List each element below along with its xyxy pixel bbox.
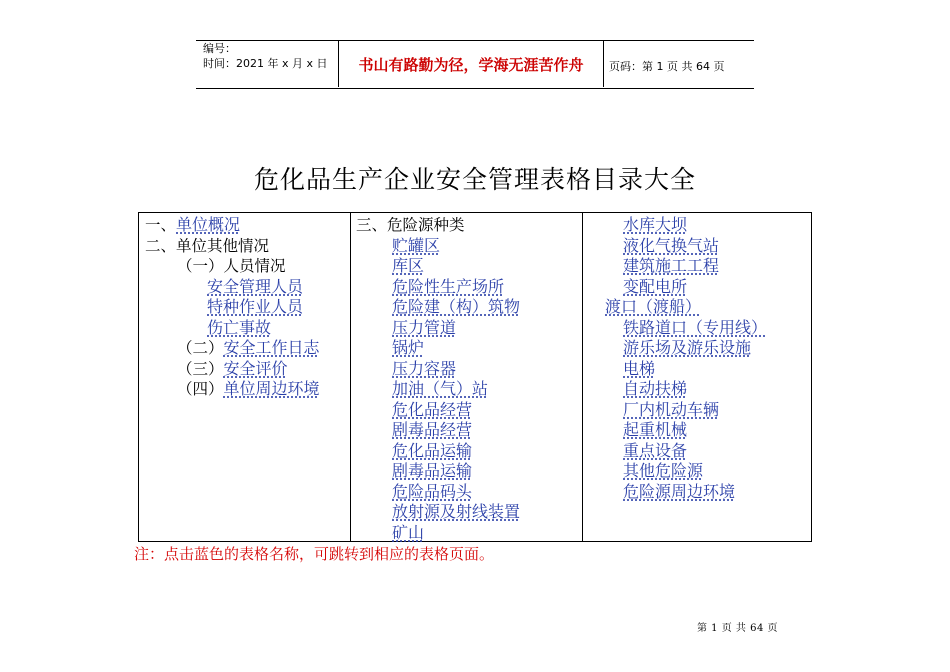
toc-heading: 危险源种类 xyxy=(387,216,465,234)
toc-item-number: 三、 xyxy=(356,216,388,234)
toc-item-number: 一、 xyxy=(145,216,177,234)
toc-link[interactable]: 危化品运输 xyxy=(392,440,473,460)
toc-column-2 xyxy=(356,215,520,543)
toc-link[interactable]: 厂内机动车辆 xyxy=(623,399,720,419)
toc-item[interactable] xyxy=(356,277,520,298)
toc-link[interactable]: 放射源及射线装置 xyxy=(392,502,521,521)
toc-link[interactable]: 库区 xyxy=(392,256,425,275)
toc-item[interactable] xyxy=(605,215,767,236)
toc-link[interactable]: 建筑施工工程 xyxy=(623,256,720,275)
toc-link[interactable]: 危化品经营 xyxy=(392,399,473,419)
toc-table xyxy=(138,212,812,542)
toc-item[interactable] xyxy=(356,297,520,318)
column-divider-1 xyxy=(350,213,351,541)
toc-item[interactable] xyxy=(605,256,767,277)
toc-link[interactable]: 安全评价 xyxy=(223,358,288,378)
toc-item-number: 二、 xyxy=(145,236,177,255)
toc-item[interactable] xyxy=(605,338,767,359)
toc-item[interactable] xyxy=(356,461,520,482)
toc-link[interactable]: 危险建（构）筑物 xyxy=(392,297,521,316)
toc-item[interactable] xyxy=(605,441,767,462)
document-title: 危化品生产企业安全管理表格目录大全 xyxy=(253,165,696,194)
header-motto: 书山有路勤为径，学海无涯苦作舟 xyxy=(338,41,604,87)
toc-link[interactable]: 矿山 xyxy=(392,522,425,542)
toc-item[interactable] xyxy=(145,379,320,400)
toc-item[interactable] xyxy=(145,338,320,359)
toc-item[interactable] xyxy=(605,297,767,318)
toc-link[interactable]: 安全管理人员 xyxy=(207,276,304,296)
toc-item[interactable] xyxy=(605,359,767,380)
toc-item[interactable] xyxy=(605,318,767,339)
toc-heading: 单位其他情况 xyxy=(176,236,270,255)
toc-item[interactable] xyxy=(605,461,767,482)
toc-link[interactable]: 危险性生产场所 xyxy=(392,276,505,296)
toc-link[interactable]: 加油（气）站 xyxy=(392,379,489,398)
toc-item[interactable] xyxy=(145,297,320,318)
toc-item-number: （一） xyxy=(177,257,224,275)
toc-item[interactable] xyxy=(605,277,767,298)
toc-link[interactable]: 危险源周边环境 xyxy=(623,481,736,501)
toc-item[interactable] xyxy=(356,379,520,400)
toc-item[interactable] xyxy=(356,256,520,277)
toc-item[interactable] xyxy=(145,318,320,339)
serial-label: 编号： xyxy=(203,42,236,55)
column-divider-2 xyxy=(582,213,583,541)
toc-item[interactable] xyxy=(356,502,520,523)
toc-link[interactable]: 起重机械 xyxy=(623,420,688,439)
toc-column-1 xyxy=(145,215,320,400)
toc-link[interactable]: 单位周边环境 xyxy=(223,379,320,398)
toc-link[interactable]: 压力容器 xyxy=(392,358,457,378)
toc-link[interactable]: 贮罐区 xyxy=(392,235,441,255)
toc-item xyxy=(356,215,520,236)
toc-link[interactable]: 重点设备 xyxy=(623,440,688,460)
toc-link[interactable]: 液化气换气站 xyxy=(623,235,720,255)
toc-link[interactable]: 单位概况 xyxy=(176,215,241,234)
toc-link[interactable]: 变配电所 xyxy=(623,276,688,296)
toc-item-number: （二） xyxy=(177,339,224,357)
page-footer: 第 1 页 共 64 页 xyxy=(697,623,778,634)
time-label: 时间：2021 年 x 月 x 日 xyxy=(203,57,328,70)
toc-link[interactable]: 电梯 xyxy=(623,358,656,378)
toc-item[interactable] xyxy=(356,318,520,339)
toc-link[interactable]: 压力管道 xyxy=(392,317,457,337)
toc-link[interactable]: 其他危险源 xyxy=(623,461,704,480)
toc-link[interactable]: 水库大坝 xyxy=(623,215,688,234)
header-page-info: 页码：第 1 页 共 64 页 xyxy=(609,60,725,73)
toc-item[interactable] xyxy=(605,420,767,441)
toc-item[interactable] xyxy=(605,379,767,400)
toc-link[interactable]: 渡口（渡船） xyxy=(605,297,702,316)
toc-item[interactable] xyxy=(356,482,520,503)
toc-link[interactable]: 自动扶梯 xyxy=(623,379,688,398)
toc-column-3 xyxy=(605,215,767,502)
toc-item[interactable] xyxy=(356,420,520,441)
toc-item xyxy=(145,236,320,257)
toc-link[interactable]: 伤亡事故 xyxy=(207,317,272,337)
toc-item[interactable] xyxy=(605,482,767,503)
toc-item-number: （四） xyxy=(177,380,224,398)
toc-item[interactable] xyxy=(145,215,320,236)
toc-item[interactable] xyxy=(605,400,767,421)
toc-link[interactable]: 危险品码头 xyxy=(392,481,473,501)
toc-item xyxy=(145,256,320,277)
toc-link[interactable]: 安全工作日志 xyxy=(223,338,320,357)
toc-item[interactable] xyxy=(356,236,520,257)
toc-item[interactable] xyxy=(605,236,767,257)
toc-item[interactable] xyxy=(356,523,520,544)
toc-item[interactable] xyxy=(356,338,520,359)
toc-item[interactable] xyxy=(356,441,520,462)
toc-link[interactable]: 游乐场及游乐设施 xyxy=(623,338,752,357)
toc-link[interactable]: 特种作业人员 xyxy=(207,297,304,316)
toc-link[interactable]: 锅炉 xyxy=(392,338,425,357)
toc-item-number: （三） xyxy=(177,359,224,378)
toc-item[interactable] xyxy=(356,400,520,421)
toc-item[interactable] xyxy=(356,359,520,380)
footnote: 注：点击蓝色的表格名称，可跳转到相应的表格页面。 xyxy=(134,545,495,563)
toc-link[interactable]: 铁路道口（专用线） xyxy=(623,317,768,337)
toc-link[interactable]: 剧毒品运输 xyxy=(392,461,473,480)
toc-heading: 人员情况 xyxy=(223,257,286,275)
toc-item[interactable] xyxy=(145,277,320,298)
toc-item[interactable] xyxy=(145,359,320,380)
header-bottom-rule xyxy=(196,88,754,89)
toc-link[interactable]: 剧毒品经营 xyxy=(392,420,473,439)
header-left xyxy=(203,41,328,71)
